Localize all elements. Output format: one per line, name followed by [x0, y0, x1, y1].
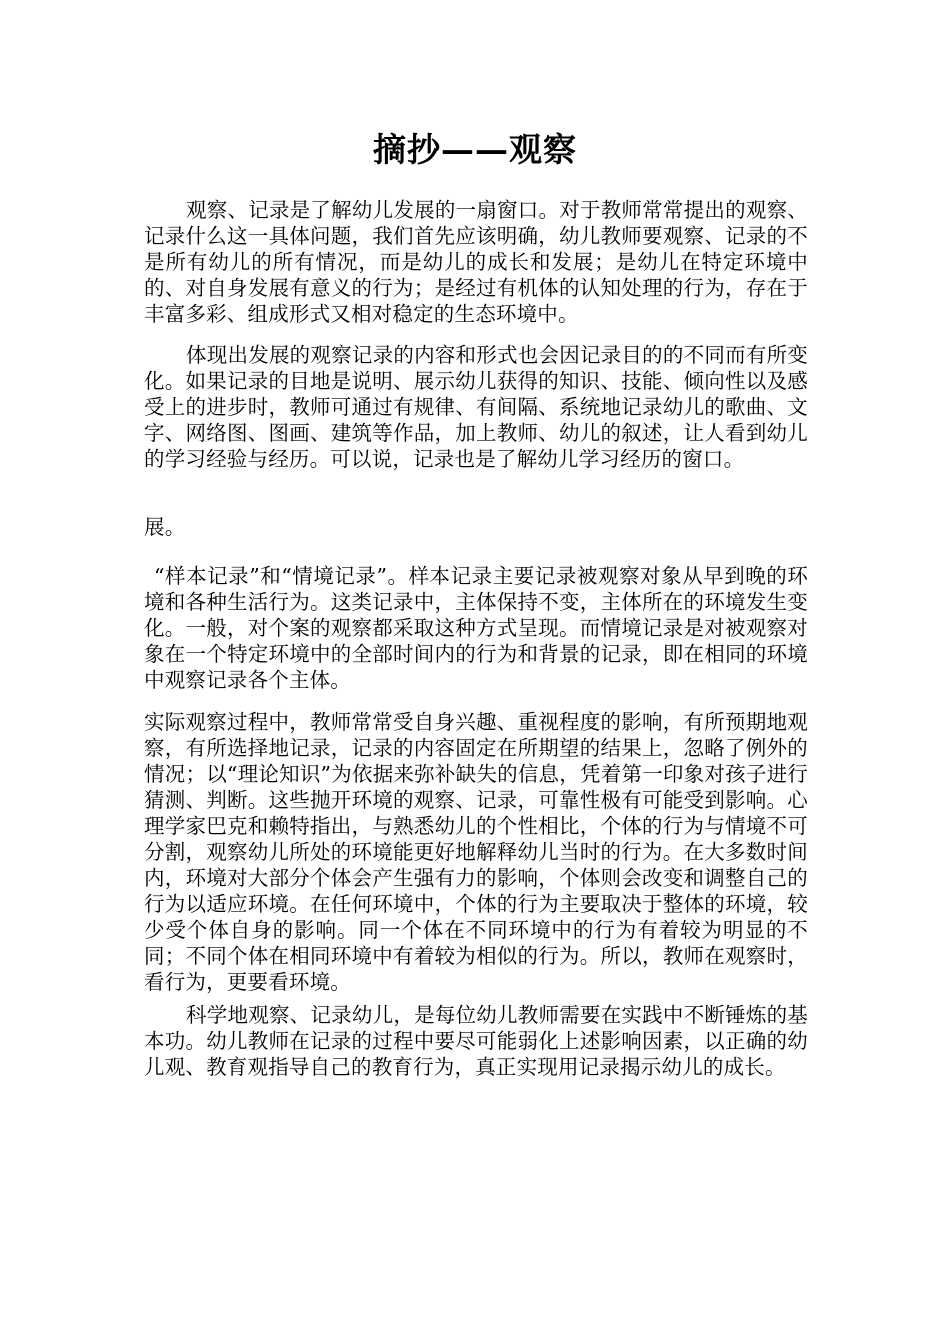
- document-title: 摘抄——观察: [373, 130, 577, 169]
- paragraph-conclusion: 科学地观察、记录幼儿，是每位幼儿教师需要在实践中不断锤炼的基本功。幼儿教师在记录的过程中要尽可能弱化上述影响因素，以正确的幼儿观、教育观指导自己的教育行为，真正实现用记录揭示幼儿的成长。: [144, 1003, 808, 1079]
- paragraph-record-types: “样本记录”和“情境记录”。样本记录主要记录被观察对象从早到晚的环境和各种生活行为。这类记录中，主体保持不变，主体所在的环境发生变化。一般，对个案的观察都采取这种方式呈现。而情境记录是对被观察对象在一个特定环境中的全部时间内的行为和背景的记录，即在相同的环境中观察记录各个主体。: [144, 564, 808, 692]
- paragraph-observation-process: 实际观察过程中，教师常常受自身兴趣、重视程度的影响，有所预期地观察，有所选择地记录，记录的内容固定在所期望的结果上，忽略了例外的情况；以“理论知识”为依据来弥补缺失的信息，凭着第一印象对孩子进行猜测、判断。这些抛开环境的观察、记录，可靠性极有可能受到影响。心理学家巴克和赖特指出，与熟悉幼儿的个性相比，个体的行为与情境不可分割，观察幼儿所处的环境能更好地解释幼儿当时的行为。在大多数时间内，环境对大部分个体会产生强有力的影响，个体则会改变和调整自己的行为以适应环境。在任何环境中，个体的行为主要取决于整体的环境，较少受个体自身的影响。同一个体在不同环境中的行为有着较为明显的不同；不同个体在相同环境中有着较为相似的行为。所以，教师在观察时，看行为，更要看环境。: [144, 710, 808, 994]
- paragraph-fragment: 展。: [144, 515, 186, 539]
- paragraph-observation-intro: 观察、记录是了解幼儿发展的一扇窗口。对于教师常常提出的观察、记录什么这一具体问题，我们首先应该明确，幼儿教师要观察、记录的不是所有幼儿的所有情况，而是幼儿的成长和发展；是幼儿在特定环境中的、对自身发展有意义的行为；是经过有机体的认知处理的行为，存在于丰富多彩、组成形式又相对稳定的生态环境中。: [144, 198, 808, 326]
- paragraph-record-content: 体现出发展的观察记录的内容和形式也会因记录目的的不同而有所变化。如果记录的目地是说明、展示幼儿获得的知识、技能、倾向性以及感受上的进步时，教师可通过有规律、有间隔、系统地记录幼儿的歌曲、文字、网络图、图画、建筑等作品，加上教师、幼儿的叙述，让人看到幼儿的学习经验与经历。可以说，记录也是了解幼儿学习经历的窗口。: [144, 343, 808, 471]
